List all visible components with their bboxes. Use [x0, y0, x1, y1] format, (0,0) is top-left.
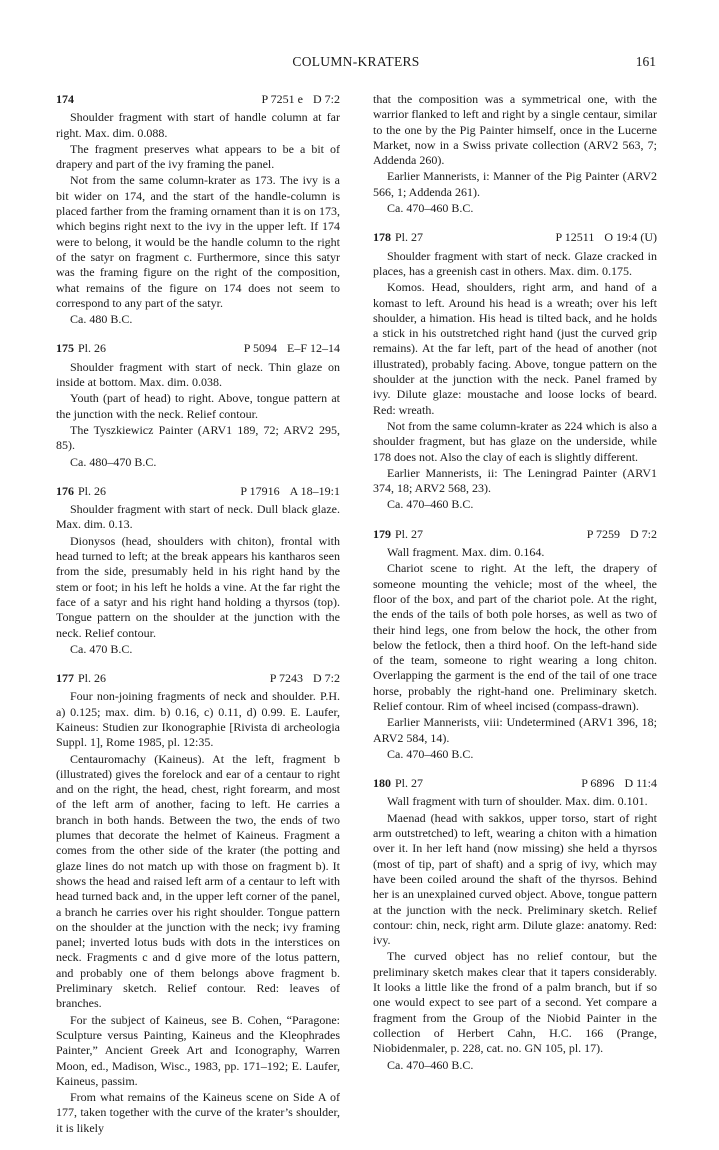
plate-reference: Pl. 27 [395, 776, 424, 791]
plate-reference: Pl. 26 [78, 341, 107, 356]
running-title: COLUMN-KRATERS [292, 54, 420, 69]
entry-number: 176 [56, 483, 74, 498]
deposit-location: D 7:2 [313, 671, 340, 686]
entry-heading [56, 484, 340, 499]
entry-number: 174 [56, 92, 74, 106]
deposit-location: D 11:4 [624, 776, 657, 791]
accession-number: P 7243 [269, 671, 303, 686]
entry-heading [373, 776, 657, 791]
entry-paragraph: Shoulder fragment with start of neck. Dull black glaze. Max. dim. 0.13. [56, 502, 340, 532]
entry-heading [56, 92, 340, 107]
accession-number: P 5094 [243, 341, 277, 356]
entry-date: Ca. 480–470 B.C. [70, 454, 157, 469]
entry-number: 177 [56, 671, 74, 686]
deposit-location: O 19:4 (U) [604, 230, 657, 245]
entry-paragraph: Komos. Head, shoulders, right arm, and hand of a komast to left. Around his head is a wreath; over his left shoulder, a himation. His head is tilted back, and he holds a stick in his outstretched right hand (just the curved grip remains). At the far left, part of the head of another (not illustrated), probably facing. Above, tongue pattern on the shoulder at the junction with the neck. Panel framed by ivy. Dilute glaze: moustache and loose locks of beard. Red: wreath. [373, 280, 657, 417]
deposit-location: E–F 12–14 [286, 341, 340, 356]
deposit-location: A 18–19:1 [289, 483, 340, 498]
entry-paragraph: Wall fragment with turn of shoulder. Max. dim. 0.101. [387, 794, 648, 809]
entry-date: Ca. 480 B.C. [70, 312, 133, 327]
entry-number: 178 [373, 230, 391, 245]
entry-date: Ca. 470–460 B.C. [387, 746, 474, 761]
deposit-location: D 7:2 [630, 526, 657, 541]
entry-paragraph: The fragment preserves what appears to be a bit of drapery and part of the ivy framing the panel. [56, 141, 340, 172]
entry-paragraph: that the composition was a symmetrical one, with the warrior flanked to left and right by a single centaur, similar to the one by the Pig Painter himself, once in the Lucerne Market, now in a Swiss private collection (ARV2 563, 7; Addenda 260). [373, 92, 657, 168]
entry-paragraph: Wall fragment. Max. dim. 0.164. [387, 545, 545, 560]
plate-reference: Pl. 27 [395, 230, 424, 245]
entry-date: Ca. 470–460 B.C. [387, 497, 474, 512]
catalogue-entry-177 [56, 671, 340, 1136]
entry-date: Ca. 470–460 B.C. [387, 201, 474, 216]
entry-paragraph: Not from the same column-krater as 173. The ivy is a bit wider on 174, and the start of the handle-column is placed farther from the framing ornament than it is on 173, which begins right next to the ivy in the upper left. If 174 were to belong, it would be the handle column to the right of the satyr on fragment c. Furthermore, since this satyr was the framing figure on the right of the composition, what remains of the figure on 174 does not seem to correspond to any part of the satyr. [56, 173, 340, 310]
entry-paragraph: For the subject of Kaineus, see B. Cohen, “Paragone: Sculpture versus Painting, Kaineus and the Kleophrades Painter,” Ancient Greek Art and Iconography, Warren Moon, ed., Madison, Wisc., 1983, pp. 171–192; E. Laufer, Kaineus, passim. [56, 1012, 340, 1088]
catalogue-entry-175 [56, 341, 340, 469]
right-column [373, 92, 657, 1087]
left-column [56, 92, 340, 1150]
entry-paragraph: Not from the same column-krater as 224 which is also a shoulder fragment, but has glaze on the underside, while 178 does not. Also the clay of each is slightly different. [373, 418, 657, 464]
entry-paragraph: Chariot scene to right. At the left, the drapery of someone mounting the vehicle; most of the wheel, the floor of the box, and part of the chariot pole. At the right, the ends of the tails of both pole horses, as well as two of their hind legs, one from below the hock, the other from below the fetlock, then a third hoof. On the left-hand side of the team, someone to right wearing a long chiton. Overlapping the garment is the end of the tail of one trace horse, probably the right-hand one. Preliminary sketch. Relief contour. Rim of wheel incised (compass-drawn). [373, 561, 657, 713]
accession-number: P 6896 [581, 776, 615, 791]
entry-paragraph: Youth (part of head) to right. Above, tongue pattern at the junction with the neck. Relief contour. [56, 391, 340, 421]
accession-number: P 7251 e [261, 92, 303, 106]
entry-paragraph: Dionysos (head, shoulders with chiton), frontal with head turned to left; at the break appears his kantharos seen from the side, presumably held in his right hand by the stem or foot; in his left he holds a vine. At the far right the face of a satyr and his right hand holding a thyrsos (top). Tongue pattern on the shoulder at the junction with the neck. Relief contour. [56, 533, 340, 640]
entry-paragraph: The Tyszkiewicz Painter (ARV1 189, 72; ARV2 295, 85). [56, 422, 340, 453]
entry-paragraph: Shoulder fragment with start of neck. Thin glaze on inside at bottom. Max. dim. 0.038. [56, 359, 340, 390]
entry-number: 180 [373, 776, 391, 791]
catalogue-entry-176 [56, 484, 340, 657]
entry-paragraph: Shoulder fragment with start of neck. Glaze cracked in places, has a greenish cast in others. Max. dim. 0.175. [373, 248, 657, 278]
entry-paragraph: Earlier Mannerists, viii: Undetermined (ARV1 396, 18; ARV2 584, 14). [373, 715, 657, 745]
entry-paragraph: The curved object has no relief contour, but the preliminary sketch makes clear that it tapers considerably. It looks a little like the frond of a palm branch, but if so one would expect to see part of a second. Yet compare a fragment from the Group of the Niobid Painter in the collection of Herbert Cahn, H.C. 166 (Prange, Niobidenmaler, p. 228, cat. no. GN 105, pl. 17). [373, 949, 657, 1056]
plate-reference: Pl. 26 [78, 671, 107, 686]
catalogue-entry-180 [373, 776, 657, 1073]
catalogue-entry-179 [373, 527, 657, 762]
plate-reference: Pl. 26 [78, 483, 107, 498]
entry-date: Ca. 470 B.C. [70, 641, 133, 656]
catalogue-entry-174 [56, 92, 340, 327]
page-number: 161 [635, 54, 656, 69]
entry-paragraph: From what remains of the Kaineus scene on Side A of 177, taken together with the curve of the krater’s shoulder, it is likely [56, 1090, 340, 1135]
catalogue-entry-177-continued [373, 92, 657, 216]
accession-number: P 12511 [555, 230, 595, 245]
entry-number: 175 [56, 341, 74, 356]
entry-paragraph: Shoulder fragment with start of handle column at far right. Max. dim. 0.088. [56, 110, 340, 140]
entry-heading [373, 230, 657, 245]
entry-date: Ca. 470–460 B.C. [387, 1057, 474, 1072]
entry-number: 179 [373, 526, 391, 541]
entry-heading [56, 341, 340, 356]
entry-paragraph: Four non-joining fragments of neck and shoulder. P.H. a) 0.125; max. dim. b) 0.16, c) 0.11, d) 0.99. E. Laufer, Kaineus: Studien zur Ikonographie [Rivista di archeologia Suppl. 1], Rome 1985, pl. 12:35. [56, 689, 340, 750]
page-header [56, 54, 656, 74]
accession-number: P 7259 [586, 526, 620, 541]
plate-reference: Pl. 27 [395, 526, 424, 541]
catalogue-entry-178 [373, 230, 657, 512]
entry-heading [373, 527, 657, 542]
accession-number: P 17916 [240, 483, 280, 498]
deposit-location: D 7:2 [313, 92, 340, 106]
entry-heading [56, 671, 340, 686]
entry-paragraph: Centauromachy (Kaineus). At the left, fragment b (illustrated) gives the forelock and ear of a centaur to right and on the right, the head, chest, right forearm, and most of the left arm of another, facing to left. He carries a branch in both hands. Between the two, the ends of two plumes that decorate the helmet of Kaineus. Fragment a comes from the other side of the krater (the potting and glaze lines do not match up with those on fragment b). It shows the head and raised left arm of a centaur to left with head turned back and, in the upper left corner of the panel, a branch he carries over his right shoulder. Tongue pattern on the shoulder at the junction with the neck; ivy framing panel; inverted lotus buds with dots in the interstices on neck. Fragments c and d give more of the lotus pattern, and probably one of them belongs above fragment b. Preliminary sketch. Relief contour. Red: leaves of branches. [56, 751, 340, 1011]
entry-paragraph: Earlier Mannerists, ii: The Leningrad Painter (ARV1 374, 18; ARV2 568, 23). [373, 465, 657, 496]
entry-paragraph: Earlier Mannerists, i: Manner of the Pig Painter (ARV2 566, 1; Addenda 261). [373, 169, 657, 199]
entry-paragraph: Maenad (head with sakkos, upper torso, start of right arm outstretched) to left, wearing a chiton with a himation over it. In her left hand (now missing) she held a thyrsos (most of tip, part of shaft) and a sprig of ivy, which may have been coiled around the shaft of the thyrsos. Behind her is an unexplained curved object. Above, tongue pattern at the junction with the neck. Preliminary sketch. Relief contour: chin, neck, right arm. Dilute glaze: anatomy. Red: ivy. [373, 810, 657, 948]
